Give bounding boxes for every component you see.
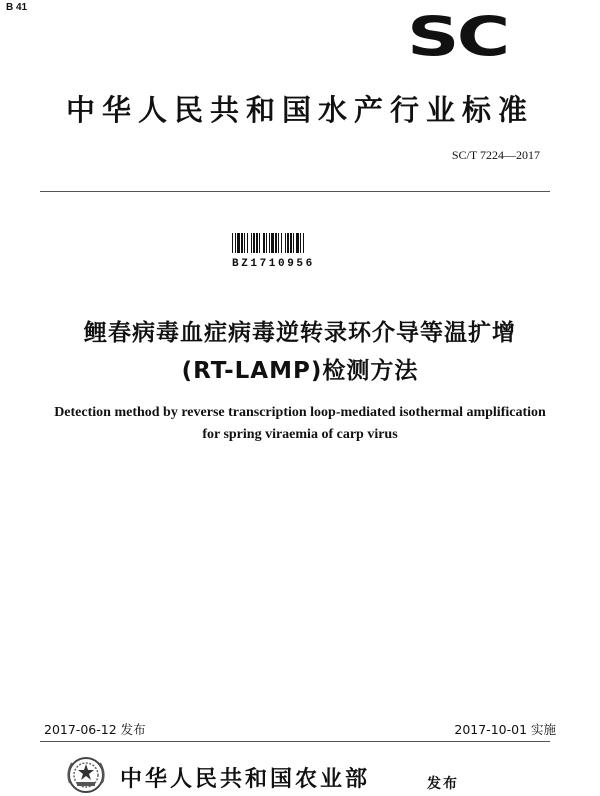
footer-divider: [40, 741, 550, 742]
issuing-authority: 中华人民共和国农业部: [120, 767, 371, 792]
barcode-image: [232, 233, 338, 253]
implement-date: 2017-10-01 实施: [454, 722, 556, 737]
title-english-line-1: Detection method by reverse transcription loop-mediated isothermal amplification: [54, 405, 546, 420]
publish-date: 2017-06-12 发布: [44, 722, 146, 737]
barcode-block: [232, 233, 338, 270]
title-english-line-2: for spring viraemia of carp virus: [202, 427, 398, 442]
classification-code: B 41: [6, 2, 28, 13]
barcode-number: BZ1710956: [232, 258, 315, 270]
sc-logo: SC: [407, 5, 508, 68]
national-emblem-icon: [64, 755, 108, 795]
title-chinese-line-2: (RT-LAMP)检测方法: [181, 358, 419, 384]
issue-label: 发布: [427, 776, 459, 792]
standard-number: SC/T 7224—2017: [451, 148, 540, 162]
standard-type-heading: 中华人民共和国水产行业标准: [65, 93, 534, 127]
header-divider: [40, 191, 550, 192]
title-chinese-line-1: 鲤春病毒血症病毒逆转录环介导等温扩增: [84, 320, 516, 346]
